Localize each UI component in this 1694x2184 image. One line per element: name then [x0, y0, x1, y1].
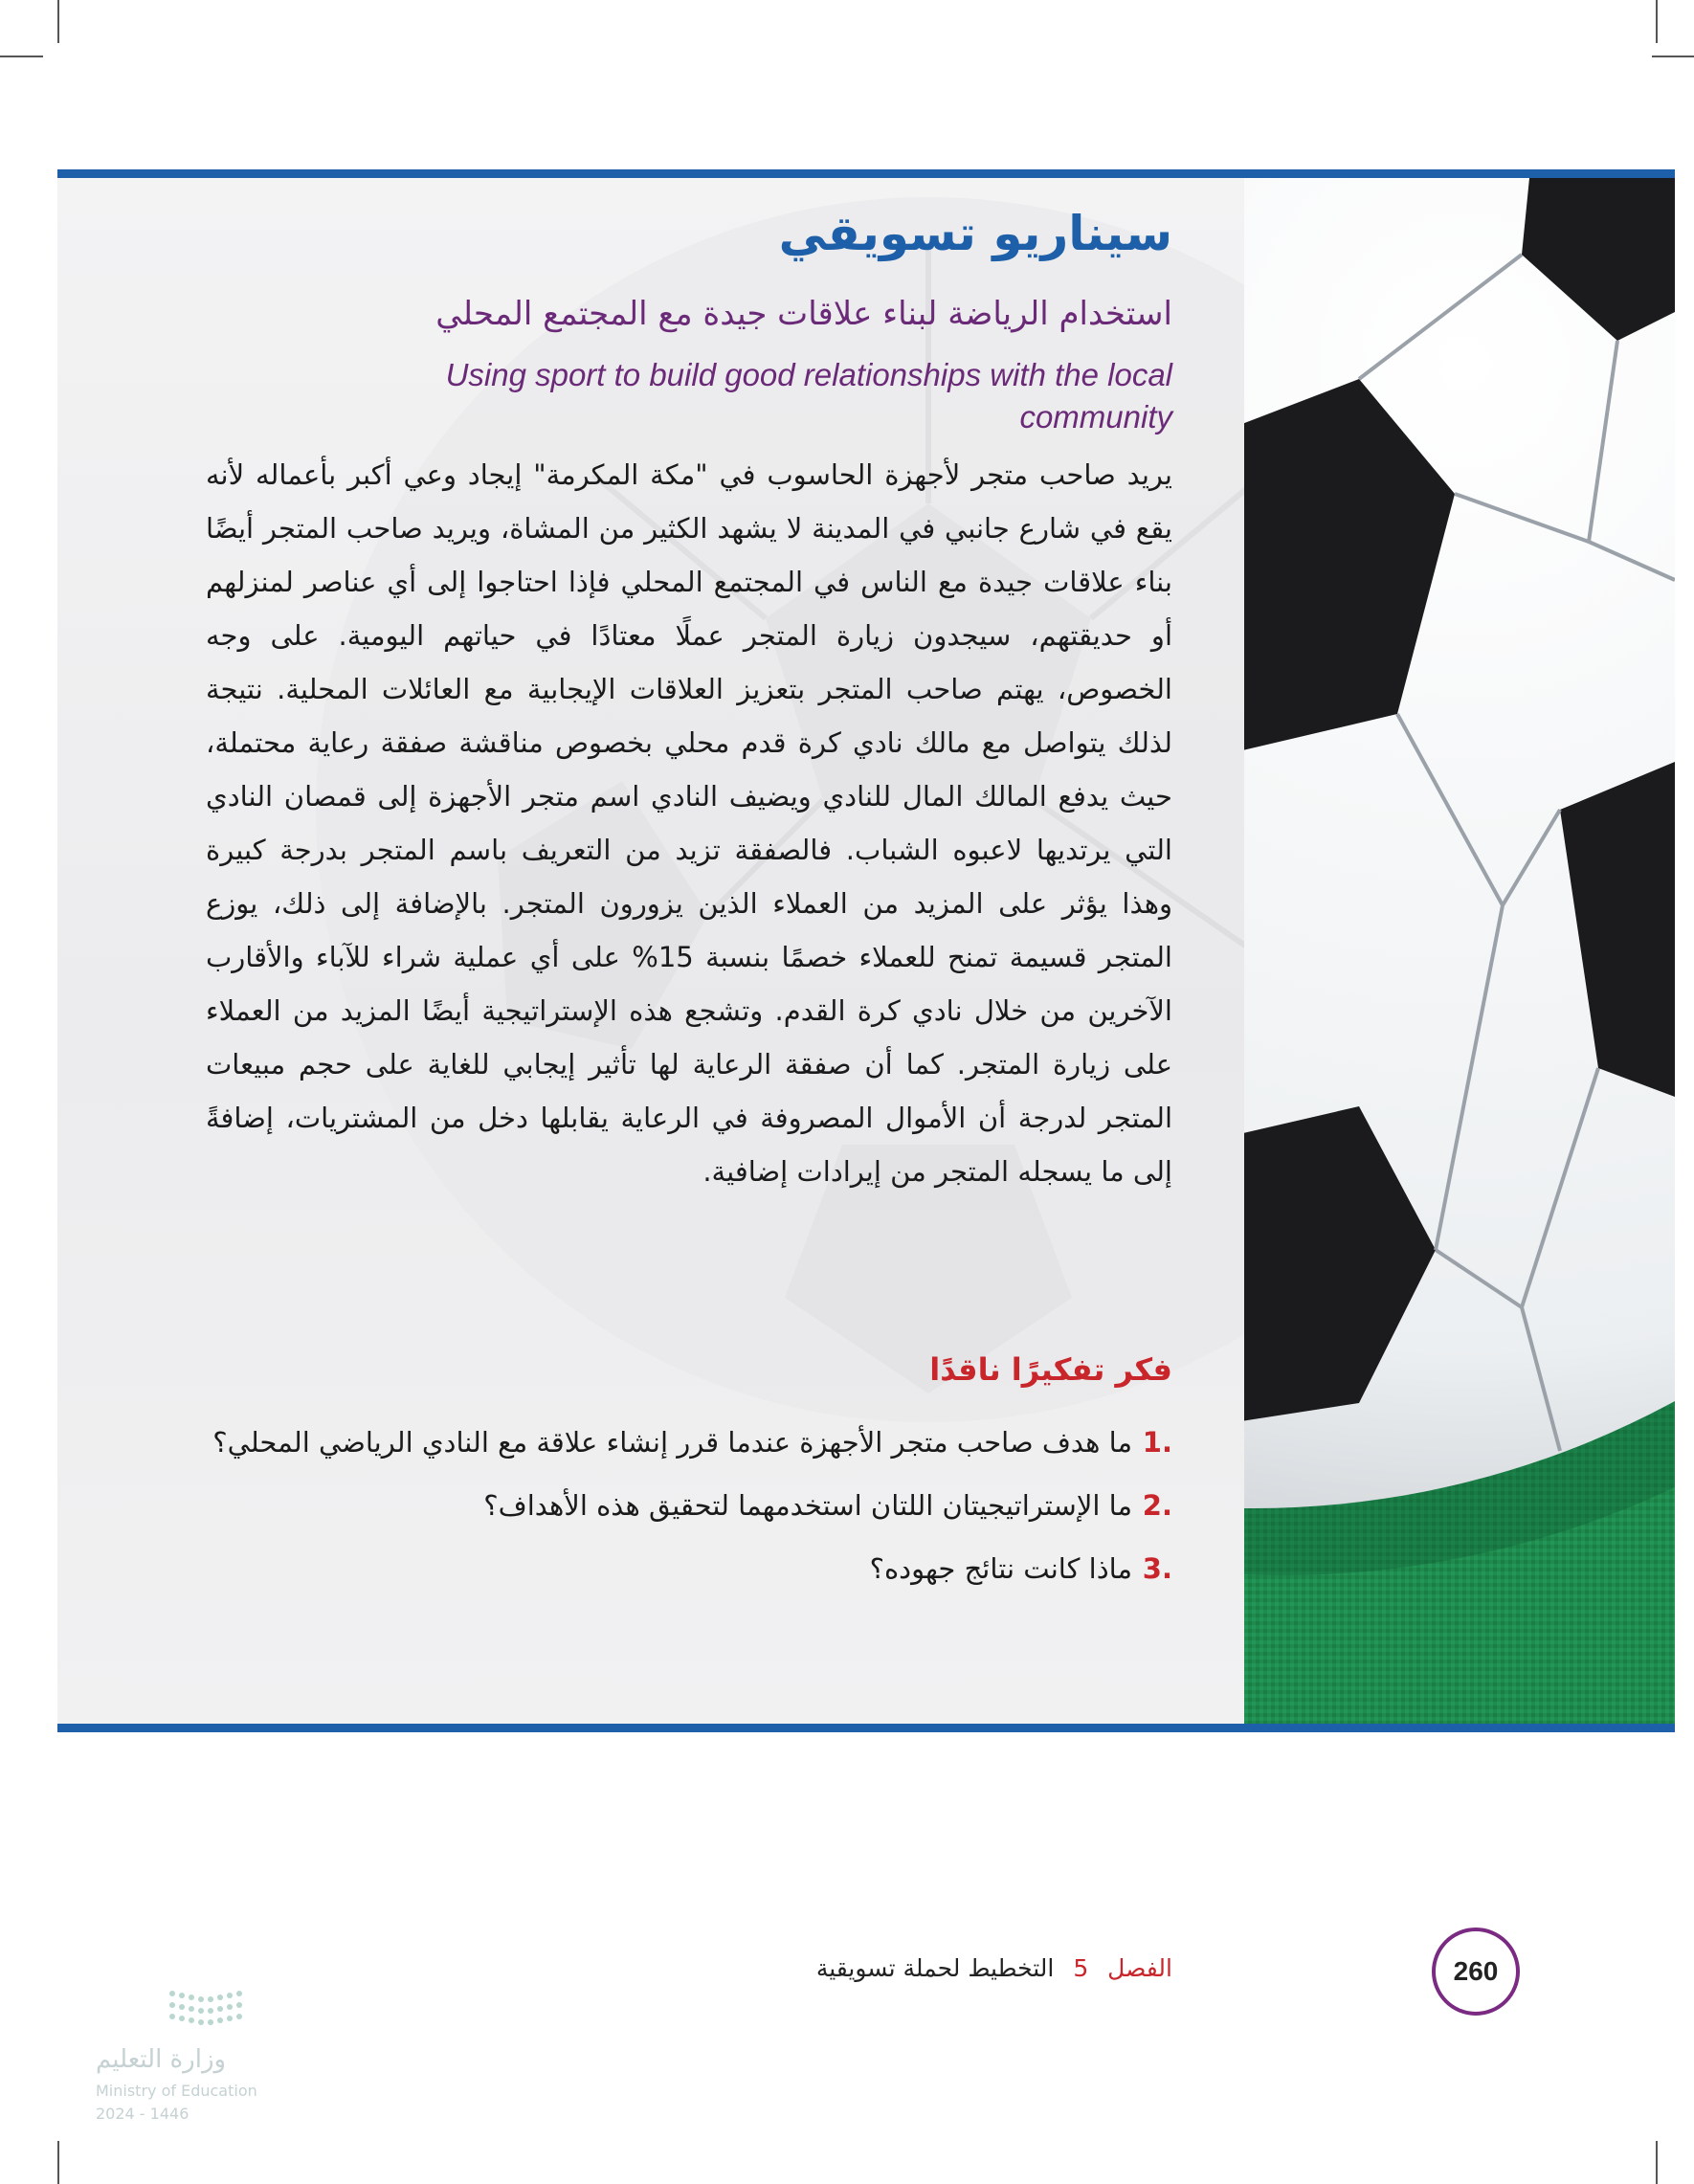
question-number: 2. — [1142, 1489, 1172, 1522]
crop-mark — [1652, 56, 1694, 57]
questions-list — [206, 1416, 1172, 1606]
crop-mark — [0, 56, 43, 57]
crop-mark — [57, 0, 59, 43]
subtitle-english: Using sport to build good relationships with the local community — [445, 357, 1172, 435]
watermark-arabic: وزارة التعليم — [96, 2045, 227, 2074]
crop-mark — [57, 2141, 59, 2184]
question-item — [206, 1416, 1172, 1468]
football-illustration — [1244, 178, 1675, 1724]
chapter-number: 5 — [1073, 1954, 1089, 1982]
watermark-year: 2024 - 1446 — [96, 2105, 189, 2123]
question-number: 3. — [1142, 1552, 1172, 1585]
football-photo — [1244, 178, 1675, 1724]
watermark-english: Ministry of Education — [96, 2082, 257, 2100]
subtitle-arabic: استخدام الرياضة لبناء علاقات جيدة مع المجتمع المحلي — [435, 295, 1172, 333]
ministry-watermark — [96, 1986, 316, 2129]
question-item — [206, 1543, 1172, 1594]
page-number: 260 — [1432, 1928, 1520, 2016]
ministry-logo-icon — [96, 1986, 316, 2034]
chapter-label: الفصل — [1107, 1954, 1172, 1982]
footer-chapter — [816, 1954, 1172, 1982]
chapter-title: التخطيط لحملة تسويقية — [815, 1954, 1055, 1982]
crop-mark — [1656, 0, 1658, 43]
question-item — [206, 1480, 1172, 1531]
top-rule — [57, 169, 1675, 178]
crop-mark — [1656, 2141, 1658, 2184]
question-text: ماذا كانت نتائج جهوده؟ — [869, 1552, 1132, 1585]
scenario-paragraph: يريد صاحب متجر لأجهزة الحاسوب في "مكة المكرمة" إيجاد وعي أكبر بأعماله لأنه يقع في شارع جانبي في المدينة لا يشهد الكثير من المشاة، ويريد صاحب المتجر أيضًا بناء علاقات جيدة مع الناس في المجتمع المحلي فإذا احتاجوا إلى أي عناصر لمنزلهم أو حديقتهم، سيجدون زيارة المتجر عملًا معتادًا في حياتهم اليومية. على وجه الخصوص، يهتم صاحب المتجر بتعزيز العلاقات الإيجابية مع العائلات المحلية. نتيجة لذلك يتواصل مع مالك نادي كرة قدم محلي بخصوص مناقشة صفقة رعاية محتملة، حيث يدفع المالك المال للنادي ويضيف النادي اسم متجر الأجهزة إلى قمصان النادي التي يرتديها لاعبوه الشباب. فالصفقة تزيد من التعريف باسم المتجر بدرجة كبيرة وهذا يؤثر على المزيد من العملاء الذين يزورون المتجر. بالإضافة إلى ذلك، يوزع المتجر قسيمة تمنح للعملاء خصمًا بنسبة 15% على أي عملية شراء للآباء والأقارب الآخرين من خلال نادي كرة القدم. وتشجع هذه الإستراتيجية أيضًا المزيد من العملاء على زيارة المتجر. كما أن صفقة الرعاية لها تأثير إيجابي للغاية على حجم مبيعات المتجر لدرجة أن الأموال المصروفة في الرعاية يقابلها دخل من المشتريات، إضافةً إلى ما يسجله المتجر من إيرادات إضافية. — [206, 458, 1172, 1188]
bottom-rule — [57, 1724, 1675, 1732]
page-title: سيناريو تسويقي — [778, 206, 1172, 261]
critical-thinking-heading: فكر تفكيرًا ناقدًا — [929, 1351, 1172, 1388]
question-number: 1. — [1142, 1426, 1172, 1459]
question-text: ما الإستراتيجيتان اللتان استخدمهما لتحقيق هذه الأهداف؟ — [483, 1489, 1132, 1522]
question-text: ما هدف صاحب متجر الأجهزة عندما قرر إنشاء علاقة مع النادي الرياضي المحلي؟ — [212, 1426, 1132, 1459]
